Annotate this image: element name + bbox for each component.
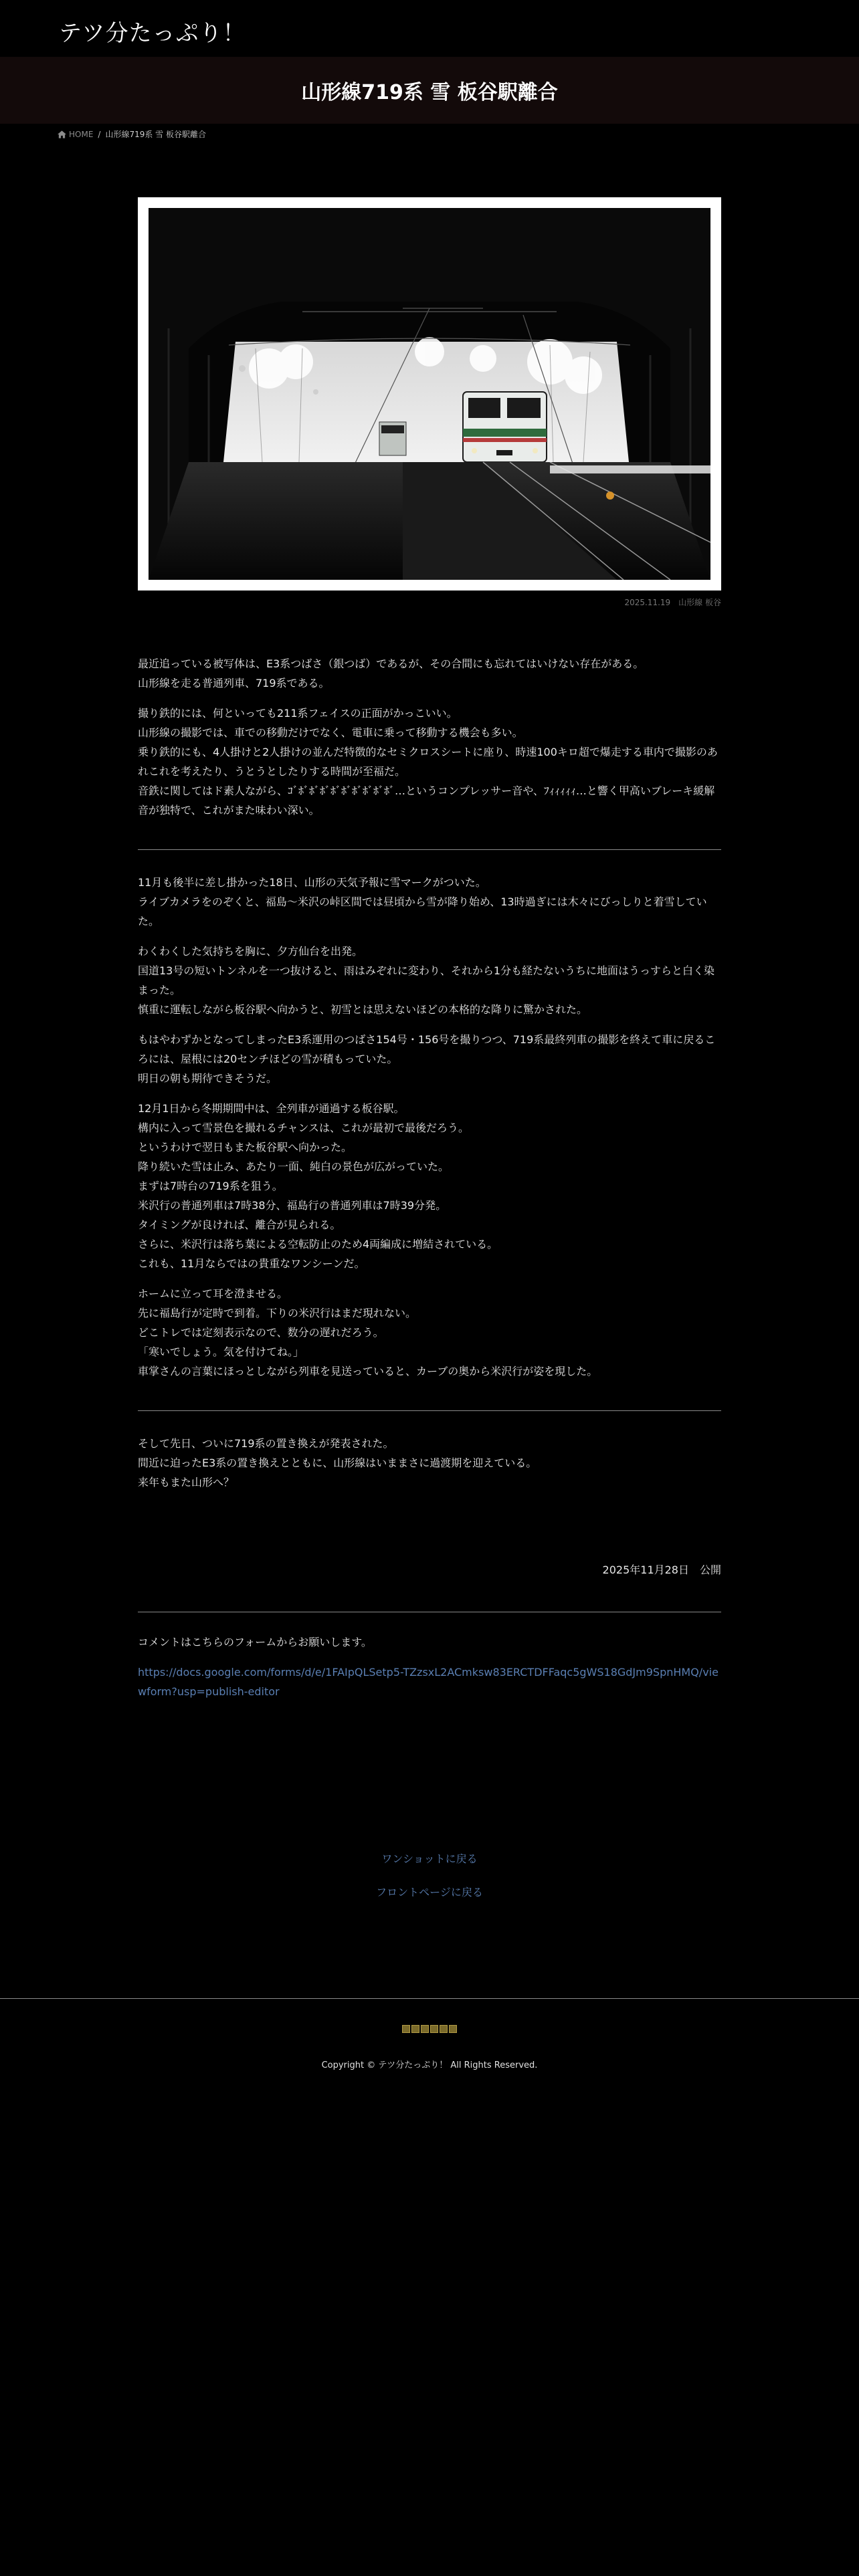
station-photo	[149, 208, 710, 580]
copyright: Copyright © テツ分たっぷり！ All Rights Reserved.	[321, 2060, 538, 2070]
text-line: 間近に迫ったE3系の置き換えとともに、山形線はいままさに過渡期を迎えている。	[138, 1457, 537, 1469]
paragraph	[138, 1284, 721, 1381]
article-body	[138, 654, 721, 1701]
nav-front	[0, 1884, 859, 1899]
badge-icon	[421, 2025, 429, 2033]
breadcrumb-home-label: HOME	[69, 129, 94, 139]
text-line: タイミングが良ければ、離合が見られる。	[138, 1218, 341, 1231]
text-line: さらに、米沢行は落ち葉による空転防止のため4両編成に増結されている。	[138, 1238, 498, 1251]
badge-icon	[402, 2025, 410, 2033]
badge-icon	[440, 2025, 448, 2033]
text-line: 11月も後半に差し掛かった18日、山形の天気予報に雪マークがついた。	[138, 876, 486, 889]
text-line: というわけで翌日もまた板谷駅へ向かった。	[138, 1141, 353, 1154]
text-line: 構内に入って雪景色を撮れるチャンスは、これが最初で最後だろう。	[138, 1121, 470, 1134]
footer-badges	[0, 2023, 859, 2036]
paragraph	[138, 654, 721, 693]
site-header	[0, 0, 859, 57]
home-icon	[58, 130, 66, 138]
comment-lead: コメントはこちらのフォームからお願いします。	[138, 1636, 372, 1648]
text-line: 撮り鉄的には、何といっても211系フェイスの正面がかっこいい。	[138, 707, 458, 720]
site-title[interactable]: テツ分たっぷり！	[59, 20, 246, 47]
divider	[138, 849, 721, 850]
text-line: まずは7時台の719系を狙う。	[138, 1180, 283, 1192]
text-line: 国道13号の短いトンネルを一つ抜けると、雨はみぞれに変わり、それから1分も経たないうちに地面はうっすらと白く染まった。	[138, 964, 715, 996]
text-line: 先に福島行が定時で到着。下りの米沢行はまだ現れない。	[138, 1307, 417, 1319]
divider	[138, 1410, 721, 1411]
text-line: もはやわずかとなってしまったE3系運用のつばさ154号・156号を撮りつつ、719系最終列車の撮影を終えて車に戻るころには、屋根には20センチほどの雪が積もっていた。	[138, 1033, 716, 1065]
photo-caption	[138, 597, 721, 608]
breadcrumb-home[interactable]	[58, 130, 93, 139]
back-to-front-page-link[interactable]: フロントページに戻る	[376, 1886, 483, 1899]
paragraph	[138, 873, 721, 931]
text-line: 「寒いでしょう。気を付けてね。」	[138, 1346, 304, 1358]
photo-frame	[138, 197, 721, 591]
photo-location: 山形線 板谷	[678, 598, 721, 607]
badge-icon	[449, 2025, 457, 2033]
paragraph	[138, 1030, 721, 1088]
photo-date: 2025.11.19	[624, 598, 671, 607]
text-line: わくわくした気持ちを胸に、夕方仙台を出発。	[138, 945, 363, 958]
nav-oneshot	[0, 1850, 859, 1866]
badge-icon	[411, 2025, 419, 2033]
paragraph	[138, 942, 721, 1019]
station-snow-illustration	[149, 208, 710, 580]
text-line: 12月1日から冬期期間中は、全列車が通過する板谷駅。	[138, 1102, 405, 1115]
text-line: 慎重に運転しながら板谷駅へ向かうと、初雪とは思えないほどの本格的な降りに驚かされた。	[138, 1003, 588, 1016]
text-line: そして先日、ついに719系の置き換えが発表された。	[138, 1437, 394, 1450]
text-line: どこトレでは定刻表示なので、数分の遅れだろう。	[138, 1326, 384, 1339]
text-line: ライブカメラをのぞくと、福島〜米沢の峠区間では昼頃から雪が降り始め、13時過ぎには木々にびっしりと着雪していた。	[138, 895, 707, 928]
text-line: これも、11月ならではの貴重なワンシーンだ。	[138, 1257, 365, 1270]
text-line: 最近追っている被写体は、E3系つばさ（銀つば）であるが、その合間にも忘れてはいけない存在がある。	[138, 657, 644, 670]
paragraph	[138, 1099, 721, 1273]
badge-icon	[430, 2025, 438, 2033]
back-to-oneshot-link[interactable]: ワンショットに戻る	[381, 1852, 478, 1865]
breadcrumb	[58, 128, 206, 140]
text-line: 山形線の撮影では、車での移動だけでなく、電車に乗って移動する機会も多い。	[138, 726, 523, 739]
text-line: 明日の朝も期待できそうだ。	[138, 1072, 278, 1085]
footer-divider	[0, 1998, 859, 1999]
text-line: 山形線を走る普通列車、719系である。	[138, 677, 330, 689]
text-line: ホームに立って耳を澄ませる。	[138, 1287, 288, 1300]
breadcrumb-current: 山形線719系 雪 板谷駅離合	[105, 130, 206, 139]
paragraph	[138, 704, 721, 820]
text-line: 米沢行の普通列車は7時38分、福島行の普通列車は7時39分発。	[138, 1199, 447, 1212]
published-date: 2025年11月28日 公開	[602, 1564, 721, 1576]
feedback-form-link[interactable]: https://docs.google.com/forms/d/e/1FAIpQLSetp5-TZzsxL2ACmksw83ERCTDFFaqc5gWS18GdJm9SpnHMQ/viewform?usp=publish-editor	[138, 1666, 719, 1698]
title-band	[0, 57, 859, 124]
paragraph	[138, 1434, 721, 1492]
text-line: 乗り鉄的にも、4人掛けと2人掛けの並んだ特徴的なセミクロスシートに座り、時速100キロ超で爆走する車内で撮影のあれこれを考えたり、うとうとしたりする時間が至福だ。	[138, 746, 718, 778]
text-line: 降り続いた雪は止み、あたり一面、純白の景色が広がっていた。	[138, 1160, 449, 1173]
breadcrumb-separator: /	[98, 129, 101, 139]
text-line: 車掌さんの言葉にほっとしながら列車を見送っていると、カーブの奥から米沢行が姿を現した。	[138, 1365, 598, 1378]
text-line: 音鉄に関してはド素人ながら、ｺﾞﾎﾞﾎﾞﾎﾞﾎﾞﾎﾞﾎﾞﾎﾞﾎﾞﾎﾞ…というコンプレッサー音や、ﾌｨｨｨｨｨ…と響く甲高いブレーキ緩解音が独特で、これがまた味わい深い。	[138, 784, 715, 817]
text-line: 来年もまた山形へ？	[138, 1476, 235, 1489]
train-shape	[463, 392, 547, 462]
page-title: 山形線719系 雪 板谷駅離合	[301, 81, 558, 104]
